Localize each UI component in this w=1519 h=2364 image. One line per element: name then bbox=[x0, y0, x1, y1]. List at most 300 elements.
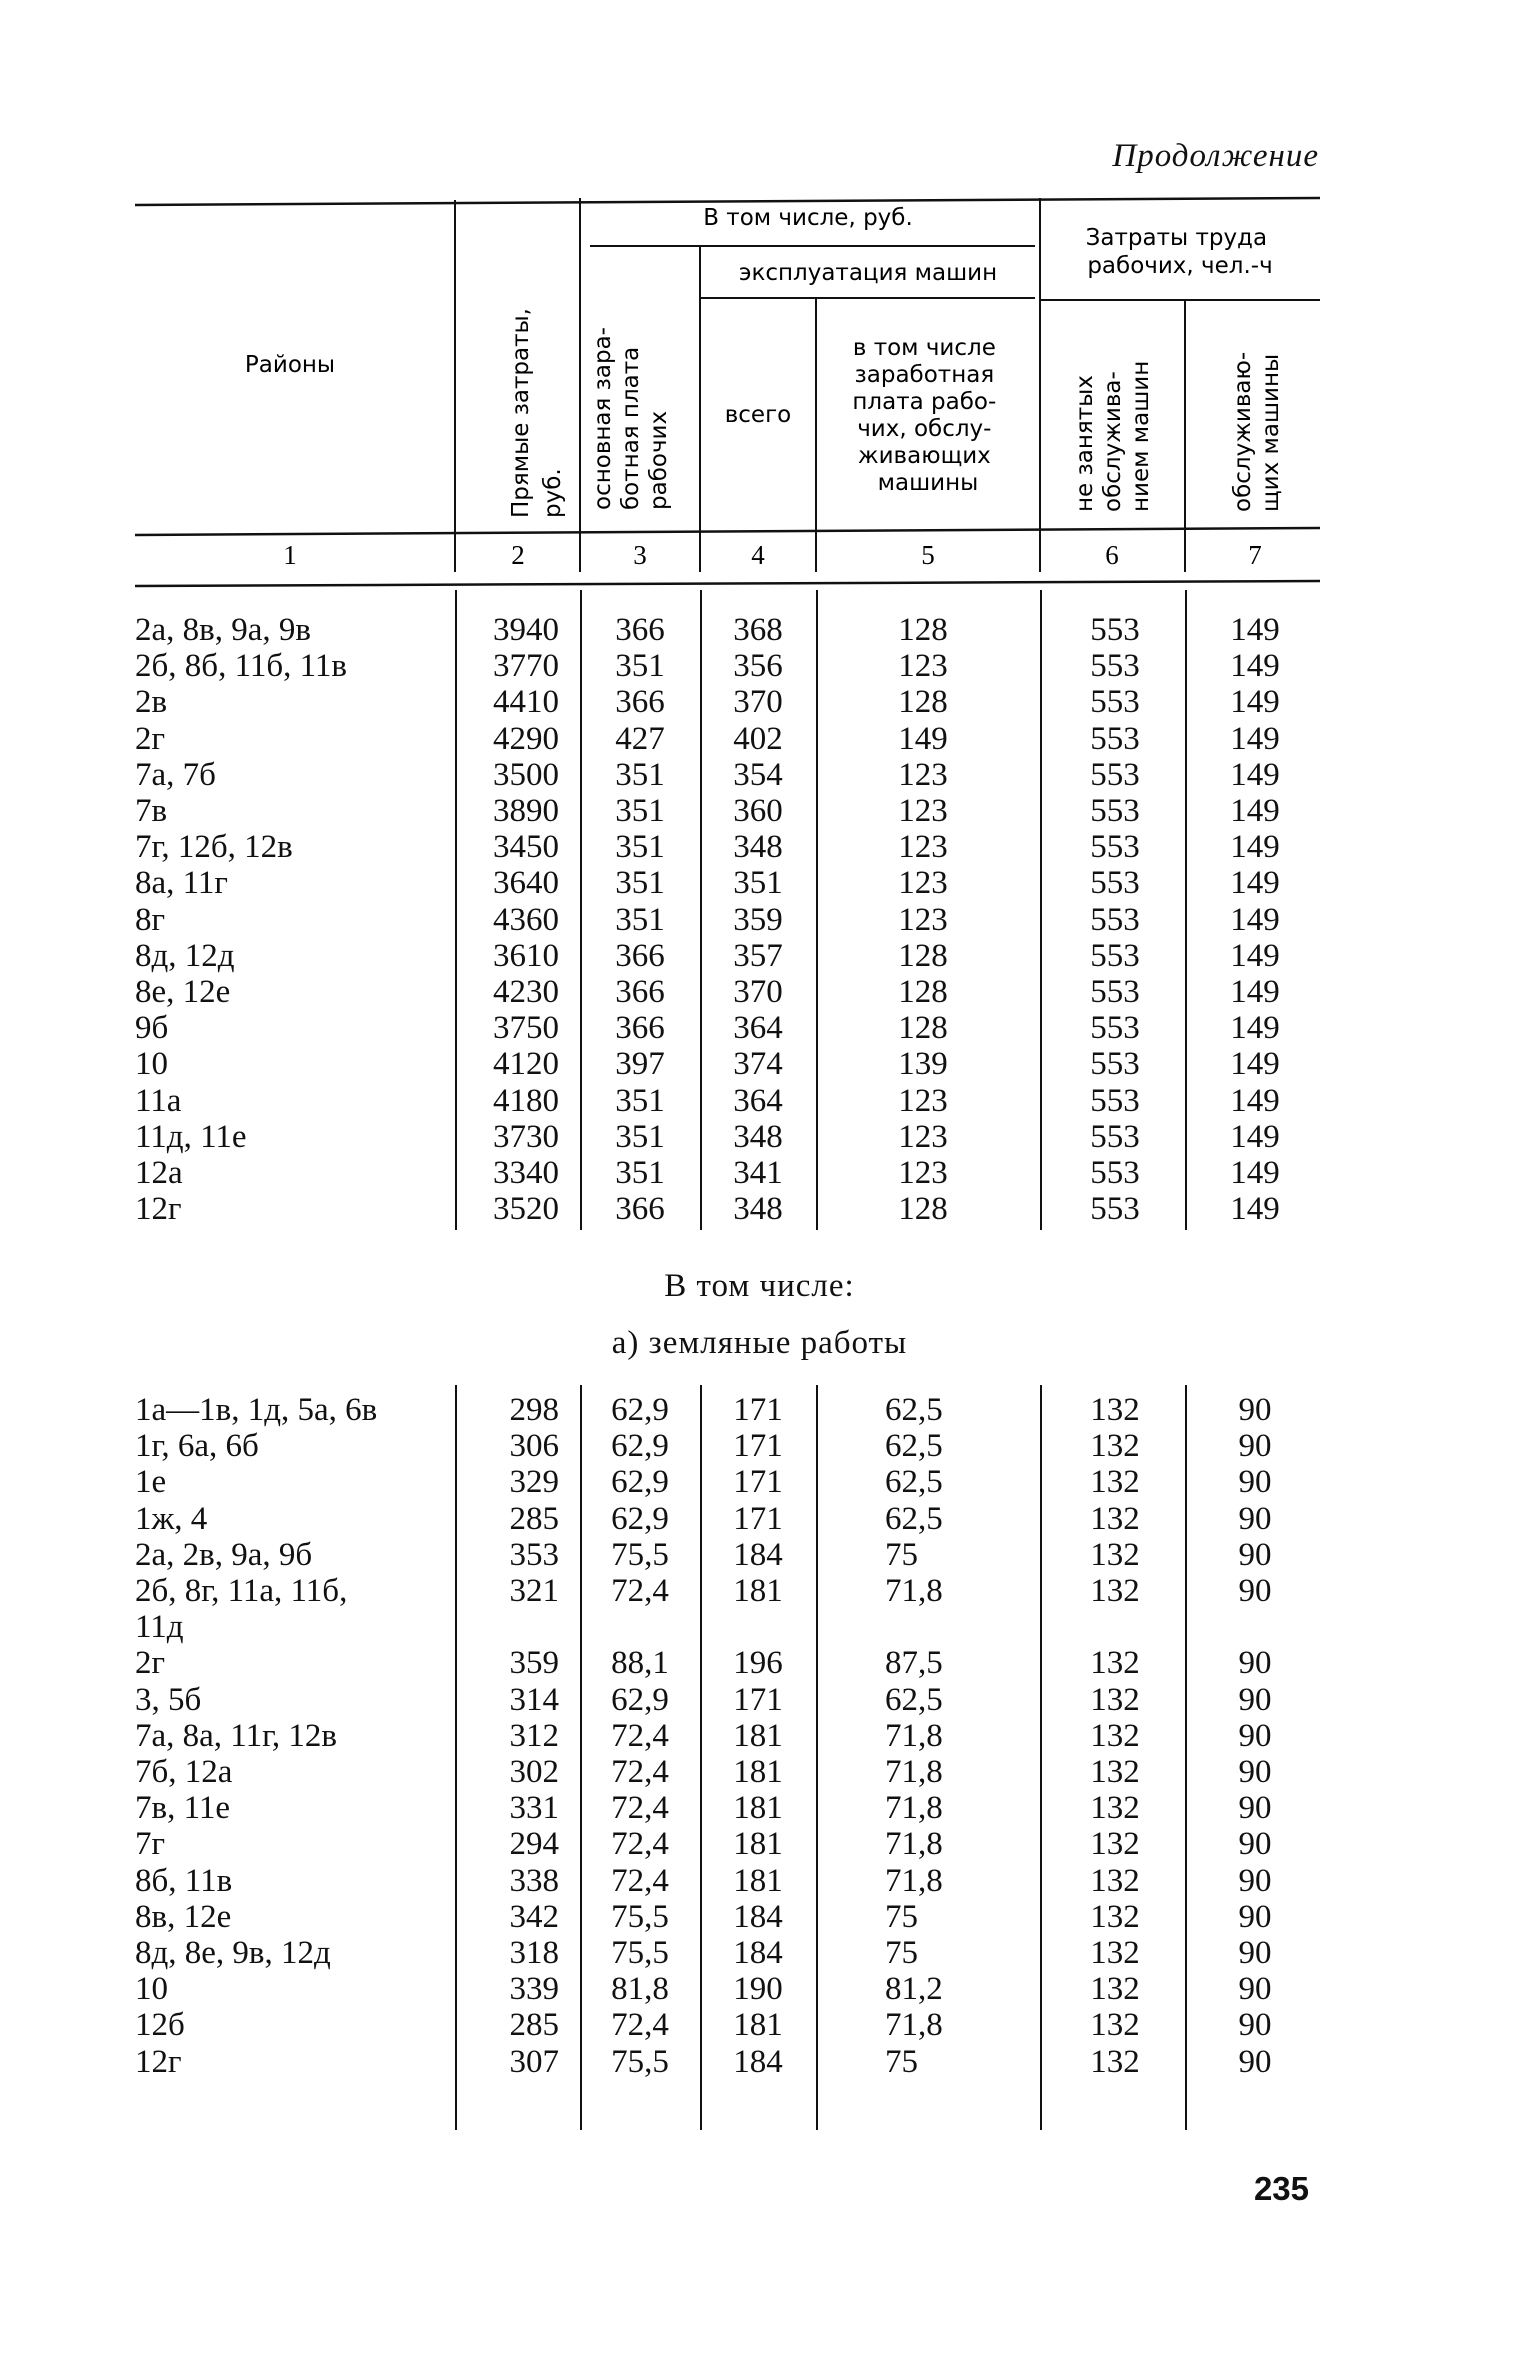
cell-labor-not-serving: 132 bbox=[1090, 1428, 1140, 1465]
cell-direct-costs: 314 bbox=[509, 1681, 559, 1718]
table-row bbox=[0, 1863, 1519, 1899]
cell-direct-costs: 339 bbox=[509, 1971, 559, 2008]
cell-direct-costs: 3770 bbox=[493, 648, 559, 685]
cell-labor-serving: 90 bbox=[1238, 1536, 1272, 1573]
cell-machines-total: 348 bbox=[733, 1191, 783, 1228]
cell-region: 8а, 11г bbox=[135, 865, 228, 902]
cell-machines-wage: 62,5 bbox=[885, 1500, 943, 1537]
cell-labor-serving: 90 bbox=[1238, 1500, 1272, 1537]
cell-labor-serving: 90 bbox=[1238, 2007, 1272, 2044]
cell-machines-wage: 75 bbox=[885, 1536, 918, 1573]
cell-region: 10 bbox=[135, 1046, 168, 1083]
header-top-rule bbox=[135, 198, 1320, 205]
table-row bbox=[0, 1083, 1519, 1119]
cell-labor-not-serving: 132 bbox=[1090, 1681, 1140, 1718]
table-row bbox=[0, 865, 1519, 901]
cell-direct-costs: 4230 bbox=[493, 974, 559, 1010]
cell-base-wage: 62,9 bbox=[611, 1500, 669, 1537]
cell-direct-costs: 359 bbox=[509, 1645, 559, 1682]
cell-machines-wage: 62,5 bbox=[885, 1681, 943, 1718]
cell-labor-serving: 90 bbox=[1238, 1790, 1272, 1827]
cell-region: 1ж, 4 bbox=[135, 1500, 208, 1537]
table-row bbox=[0, 1826, 1519, 1862]
cell-base-wage: 366 bbox=[615, 1010, 665, 1047]
col-number-2: 2 bbox=[511, 540, 525, 570]
cell-machines-total: 348 bbox=[733, 1118, 783, 1155]
cell-region: 10 bbox=[135, 1971, 168, 2008]
cell-machines-wage: 71,8 bbox=[885, 2007, 943, 2044]
cell-labor-serving: 149 bbox=[1230, 829, 1280, 866]
cell-machines-wage: 71,8 bbox=[885, 1717, 943, 1754]
cell-direct-costs: 342 bbox=[509, 1898, 559, 1935]
cell-machines-total: 351 bbox=[733, 865, 783, 902]
cell-region: 7в bbox=[135, 793, 168, 829]
cell-region: 2б, 8б, 11б, 11в bbox=[135, 648, 348, 685]
cell-labor-serving: 90 bbox=[1238, 1754, 1272, 1790]
cell-direct-costs: 4180 bbox=[493, 1082, 559, 1119]
table-row bbox=[0, 648, 1519, 684]
cell-labor-not-serving: 132 bbox=[1090, 1754, 1140, 1790]
cell-labor-not-serving: 132 bbox=[1090, 1898, 1140, 1935]
cell-base-wage: 62,9 bbox=[611, 1428, 669, 1465]
table-row bbox=[0, 2044, 1519, 2080]
cell-machines-wage: 87,5 bbox=[885, 1645, 943, 1682]
cell-machines-wage: 71,8 bbox=[885, 1573, 943, 1609]
cell-machines-total: 181 bbox=[733, 1826, 783, 1863]
table-row bbox=[0, 1428, 1519, 1464]
cell-labor-not-serving: 553 bbox=[1090, 793, 1140, 829]
cell-labor-not-serving: 132 bbox=[1090, 1971, 1140, 2008]
cell-labor-serving: 149 bbox=[1230, 720, 1280, 757]
cell-labor-not-serving: 553 bbox=[1090, 1118, 1140, 1155]
cell-direct-costs: 3730 bbox=[493, 1118, 559, 1155]
cell-machines-total: 184 bbox=[733, 1935, 783, 1971]
cell-base-wage: 351 bbox=[615, 648, 665, 685]
col-number-7: 7 bbox=[1248, 540, 1262, 570]
cell-labor-serving: 90 bbox=[1238, 1428, 1272, 1465]
cell-base-wage: 81,8 bbox=[611, 1971, 669, 2008]
cell-base-wage: 351 bbox=[615, 793, 665, 829]
cell-labor-not-serving: 553 bbox=[1090, 1046, 1140, 1083]
cell-machines-wage: 123 bbox=[898, 901, 948, 938]
cell-labor-serving: 149 bbox=[1230, 1010, 1280, 1047]
cell-region: 8д, 8е, 9в, 12д bbox=[135, 1935, 331, 1971]
cell-labor-serving: 149 bbox=[1230, 684, 1280, 721]
cell-labor-not-serving: 132 bbox=[1090, 2007, 1140, 2044]
cell-labor-not-serving: 553 bbox=[1090, 901, 1140, 938]
col-number-6: 6 bbox=[1105, 540, 1119, 570]
header-labor-costs: Затраты труда рабочих, чел.-ч bbox=[1085, 225, 1273, 279]
cell-region: 2в bbox=[135, 684, 168, 721]
cell-labor-serving: 149 bbox=[1230, 1118, 1280, 1155]
cell-base-wage: 397 bbox=[615, 1046, 665, 1083]
cell-labor-serving: 149 bbox=[1230, 901, 1280, 938]
cell-direct-costs: 4360 bbox=[493, 901, 559, 938]
cell-base-wage: 72,4 bbox=[611, 2007, 669, 2044]
cell-direct-costs: 3750 bbox=[493, 1010, 559, 1047]
cell-machines-wage: 128 bbox=[898, 1010, 948, 1047]
cell-region: 11д bbox=[135, 1609, 184, 1646]
cell-region: 8в, 12е bbox=[135, 1898, 232, 1935]
cell-region: 7в, 11е bbox=[135, 1790, 231, 1827]
cell-machines-wage: 62,5 bbox=[885, 1392, 943, 1428]
cell-labor-not-serving: 132 bbox=[1090, 1573, 1140, 1609]
table-row bbox=[0, 974, 1519, 1010]
table-row bbox=[0, 938, 1519, 974]
cell-machines-total: 357 bbox=[733, 937, 783, 974]
cell-machines-wage: 71,8 bbox=[885, 1826, 943, 1863]
cell-labor-not-serving: 132 bbox=[1090, 1500, 1140, 1537]
cell-machines-wage: 62,5 bbox=[885, 1428, 943, 1465]
cell-labor-serving: 90 bbox=[1238, 1645, 1272, 1682]
col-number-5: 5 bbox=[921, 540, 935, 570]
cell-labor-not-serving: 553 bbox=[1090, 1082, 1140, 1119]
cell-region: 8г bbox=[135, 901, 166, 938]
cell-labor-serving: 149 bbox=[1230, 612, 1280, 648]
col-number-4: 4 bbox=[751, 540, 765, 570]
col-number-1: 1 bbox=[283, 540, 297, 570]
cell-direct-costs: 353 bbox=[509, 1536, 559, 1573]
cell-labor-serving: 90 bbox=[1238, 2043, 1272, 2080]
cell-labor-serving: 149 bbox=[1230, 1082, 1280, 1119]
cell-direct-costs: 331 bbox=[509, 1790, 559, 1827]
cell-direct-costs: 3520 bbox=[493, 1191, 559, 1228]
cell-machines-wage: 75 bbox=[885, 2043, 918, 2080]
cell-direct-costs: 318 bbox=[509, 1935, 559, 1971]
cell-machines-total: 368 bbox=[733, 612, 783, 648]
cell-direct-costs: 312 bbox=[509, 1717, 559, 1754]
table-row bbox=[0, 1609, 1519, 1645]
cell-direct-costs: 3340 bbox=[493, 1155, 559, 1191]
cell-direct-costs: 3940 bbox=[493, 612, 559, 648]
cell-direct-costs: 4120 bbox=[493, 1046, 559, 1083]
cell-machines-total: 181 bbox=[733, 1790, 783, 1827]
cell-base-wage: 366 bbox=[615, 684, 665, 721]
cell-region: 11д, 11е bbox=[135, 1118, 247, 1155]
cell-labor-not-serving: 132 bbox=[1090, 1392, 1140, 1428]
cell-direct-costs: 298 bbox=[509, 1392, 559, 1428]
cell-machines-wage: 123 bbox=[898, 756, 948, 793]
cell-region: 11а bbox=[135, 1082, 182, 1119]
cell-labor-serving: 149 bbox=[1230, 865, 1280, 902]
header-base-wage: основная зара- ботная плата рабочих bbox=[590, 327, 672, 510]
cell-machines-total: 190 bbox=[733, 1971, 783, 2008]
cell-machines-total: 364 bbox=[733, 1010, 783, 1047]
cell-region: 2г bbox=[135, 1645, 166, 1682]
header-regions: Районы bbox=[244, 352, 336, 378]
cell-region: 7г, 12б, 12в bbox=[135, 829, 293, 866]
cell-labor-not-serving: 553 bbox=[1090, 1191, 1140, 1228]
table-row bbox=[0, 1573, 1519, 1609]
cell-machines-wage: 75 bbox=[885, 1898, 918, 1935]
cell-base-wage: 366 bbox=[615, 1191, 665, 1228]
table-row bbox=[0, 1645, 1519, 1681]
cell-base-wage: 427 bbox=[615, 720, 665, 757]
cell-direct-costs: 4290 bbox=[493, 720, 559, 757]
cell-labor-serving: 90 bbox=[1238, 1826, 1272, 1863]
header-bottom-rule bbox=[135, 528, 1320, 535]
cell-machines-total: 181 bbox=[733, 1717, 783, 1754]
cell-base-wage: 72,4 bbox=[611, 1862, 669, 1899]
cell-machines-total: 171 bbox=[733, 1500, 783, 1537]
cell-direct-costs: 294 bbox=[509, 1826, 559, 1863]
cell-base-wage: 351 bbox=[615, 829, 665, 866]
cell-base-wage: 88,1 bbox=[611, 1645, 669, 1682]
cell-labor-not-serving: 553 bbox=[1090, 974, 1140, 1010]
cell-labor-not-serving: 553 bbox=[1090, 648, 1140, 685]
cell-direct-costs: 3890 bbox=[493, 793, 559, 829]
cell-direct-costs: 285 bbox=[509, 1500, 559, 1537]
cell-machines-total: 171 bbox=[733, 1428, 783, 1465]
numbers-bottom-rule bbox=[135, 581, 1320, 586]
cell-base-wage: 62,9 bbox=[611, 1681, 669, 1718]
cell-region: 12а bbox=[135, 1155, 183, 1191]
cell-region: 7б, 12а bbox=[135, 1754, 233, 1790]
cell-labor-not-serving: 553 bbox=[1090, 937, 1140, 974]
table-row bbox=[0, 1464, 1519, 1500]
cell-region: 7а, 7б bbox=[135, 756, 216, 793]
cell-machines-total: 354 bbox=[733, 756, 783, 793]
cell-machines-total: 364 bbox=[733, 1082, 783, 1119]
table-row bbox=[0, 1046, 1519, 1082]
cell-base-wage: 366 bbox=[615, 974, 665, 1010]
table-row bbox=[0, 829, 1519, 865]
cell-region: 12б bbox=[135, 2007, 185, 2044]
table-row bbox=[0, 1682, 1519, 1718]
cell-labor-serving: 90 bbox=[1238, 1898, 1272, 1935]
cell-labor-not-serving: 553 bbox=[1090, 1155, 1140, 1191]
cell-machines-total: 360 bbox=[733, 793, 783, 829]
earthworks-label: а) земляные работы bbox=[611, 1325, 908, 1361]
cell-machines-wage: 81,2 bbox=[885, 1971, 943, 2008]
cell-machines-wage: 123 bbox=[898, 865, 948, 902]
cell-base-wage: 351 bbox=[615, 865, 665, 902]
cell-machines-wage: 71,8 bbox=[885, 1862, 943, 1899]
cell-region: 1а—1в, 1д, 5а, 6в bbox=[135, 1392, 378, 1428]
cell-labor-serving: 90 bbox=[1238, 1392, 1272, 1428]
cell-base-wage: 351 bbox=[615, 1155, 665, 1191]
cell-base-wage: 72,4 bbox=[611, 1754, 669, 1790]
cell-labor-serving: 149 bbox=[1230, 793, 1280, 829]
cell-machines-wage: 123 bbox=[898, 829, 948, 866]
cell-direct-costs: 3450 bbox=[493, 829, 559, 866]
cell-labor-serving: 149 bbox=[1230, 937, 1280, 974]
cell-labor-not-serving: 553 bbox=[1090, 684, 1140, 721]
cell-base-wage: 351 bbox=[615, 756, 665, 793]
cell-machines-total: 171 bbox=[733, 1681, 783, 1718]
cell-machines-total: 348 bbox=[733, 829, 783, 866]
cell-region: 2г bbox=[135, 720, 166, 757]
cell-region: 8е, 12е bbox=[135, 974, 231, 1010]
cell-labor-not-serving: 132 bbox=[1090, 1645, 1140, 1682]
cell-machines-wage: 62,5 bbox=[885, 1464, 943, 1501]
cell-labor-not-serving: 132 bbox=[1090, 1826, 1140, 1863]
cell-machines-total: 181 bbox=[733, 2007, 783, 2044]
cell-direct-costs: 338 bbox=[509, 1862, 559, 1899]
cell-machines-total: 184 bbox=[733, 1536, 783, 1573]
cell-base-wage: 75,5 bbox=[611, 1898, 669, 1935]
cell-direct-costs: 3610 bbox=[493, 937, 559, 974]
header-direct-costs: Прямые затраты, руб. bbox=[508, 308, 566, 518]
table-row bbox=[0, 1537, 1519, 1573]
table-row bbox=[0, 2007, 1519, 2043]
table-header bbox=[0, 0, 1519, 600]
cell-machines-wage: 139 bbox=[898, 1046, 948, 1083]
cell-machines-wage: 128 bbox=[898, 1191, 948, 1228]
cell-base-wage: 75,5 bbox=[611, 1536, 669, 1573]
table-row bbox=[0, 1155, 1519, 1191]
cell-machines-wage: 123 bbox=[898, 793, 948, 829]
cell-labor-serving: 149 bbox=[1230, 1046, 1280, 1083]
cell-machines-wage: 123 bbox=[898, 648, 948, 685]
cell-labor-not-serving: 132 bbox=[1090, 1464, 1140, 1501]
cell-labor-serving: 149 bbox=[1230, 1155, 1280, 1191]
cell-labor-serving: 149 bbox=[1230, 756, 1280, 793]
cell-labor-not-serving: 132 bbox=[1090, 1862, 1140, 1899]
cell-region: 8б, 11в bbox=[135, 1862, 233, 1899]
table-row bbox=[0, 1501, 1519, 1537]
cell-region: 7г bbox=[135, 1826, 166, 1863]
table-row bbox=[0, 721, 1519, 757]
table-row bbox=[0, 1718, 1519, 1754]
cell-machines-total: 356 bbox=[733, 648, 783, 685]
cell-machines-wage: 71,8 bbox=[885, 1790, 943, 1827]
cell-machines-total: 181 bbox=[733, 1862, 783, 1899]
header-total: всего bbox=[724, 402, 792, 428]
cell-labor-not-serving: 553 bbox=[1090, 1010, 1140, 1047]
cell-machines-total: 359 bbox=[733, 901, 783, 938]
cell-region: 12г bbox=[135, 2043, 182, 2080]
header-including: В том числе, руб. bbox=[703, 205, 913, 231]
cell-region: 9б bbox=[135, 1010, 169, 1047]
cell-direct-costs: 4410 bbox=[493, 684, 559, 721]
cell-base-wage: 366 bbox=[615, 612, 665, 648]
cell-region: 2б, 8г, 11а, 11б, bbox=[135, 1573, 348, 1609]
table-row bbox=[0, 1935, 1519, 1971]
cell-machines-total: 171 bbox=[733, 1464, 783, 1501]
cell-labor-serving: 90 bbox=[1238, 1464, 1272, 1501]
cell-base-wage: 72,4 bbox=[611, 1790, 669, 1827]
table-row bbox=[0, 684, 1519, 720]
cell-region: 2а, 2в, 9а, 9б bbox=[135, 1536, 313, 1573]
cell-base-wage: 62,9 bbox=[611, 1464, 669, 1501]
cell-machines-total: 341 bbox=[733, 1155, 783, 1191]
cell-base-wage: 351 bbox=[615, 901, 665, 938]
cell-labor-not-serving: 553 bbox=[1090, 829, 1140, 866]
cell-machines-total: 171 bbox=[733, 1392, 783, 1428]
cell-base-wage: 72,4 bbox=[611, 1826, 669, 1863]
table-row bbox=[0, 1119, 1519, 1155]
including-label: В том числе: bbox=[664, 1268, 855, 1304]
header-serving: обслуживаю- щих машины bbox=[1230, 351, 1284, 512]
cell-machines-total: 181 bbox=[733, 1573, 783, 1609]
cell-region: 1е bbox=[135, 1464, 167, 1501]
table-row bbox=[0, 1392, 1519, 1428]
cell-machines-total: 184 bbox=[733, 2043, 783, 2080]
cell-labor-serving: 90 bbox=[1238, 1681, 1272, 1718]
cell-machines-wage: 128 bbox=[898, 612, 948, 648]
cell-labor-not-serving: 553 bbox=[1090, 612, 1140, 648]
cell-labor-not-serving: 132 bbox=[1090, 1717, 1140, 1754]
cell-machines-total: 184 bbox=[733, 1898, 783, 1935]
cell-machines-wage: 71,8 bbox=[885, 1754, 943, 1790]
cell-base-wage: 351 bbox=[615, 1082, 665, 1119]
cell-labor-not-serving: 553 bbox=[1090, 756, 1140, 793]
cell-machines-total: 196 bbox=[733, 1645, 783, 1682]
cell-direct-costs: 329 bbox=[509, 1464, 559, 1501]
cell-region: 7а, 8а, 11г, 12в bbox=[135, 1717, 337, 1754]
cell-machines-total: 181 bbox=[733, 1754, 783, 1790]
cell-machines-wage: 123 bbox=[898, 1118, 948, 1155]
cell-base-wage: 351 bbox=[615, 1118, 665, 1155]
cell-labor-serving: 90 bbox=[1238, 1935, 1272, 1971]
cell-region: 2а, 8в, 9а, 9в bbox=[135, 612, 311, 648]
cell-direct-costs: 306 bbox=[509, 1428, 559, 1465]
cell-labor-not-serving: 553 bbox=[1090, 865, 1140, 902]
cell-base-wage: 72,4 bbox=[611, 1717, 669, 1754]
table-row bbox=[0, 757, 1519, 793]
cell-labor-serving: 149 bbox=[1230, 1191, 1280, 1228]
cell-labor-not-serving: 132 bbox=[1090, 1536, 1140, 1573]
cell-labor-not-serving: 132 bbox=[1090, 2043, 1140, 2080]
col-number-3: 3 bbox=[633, 540, 647, 570]
table-row bbox=[0, 1790, 1519, 1826]
table-row bbox=[0, 1754, 1519, 1790]
cell-labor-serving: 90 bbox=[1238, 1573, 1272, 1609]
cell-labor-serving: 90 bbox=[1238, 1862, 1272, 1899]
cell-labor-not-serving: 132 bbox=[1090, 1935, 1140, 1971]
table-row bbox=[0, 612, 1519, 648]
cell-direct-costs: 302 bbox=[509, 1754, 559, 1790]
cell-region: 12г bbox=[135, 1191, 182, 1228]
header-not-serving: не занятых обслужива- нием машин bbox=[1072, 360, 1154, 512]
cell-machines-total: 370 bbox=[733, 684, 783, 721]
table-row bbox=[0, 1010, 1519, 1046]
cell-region: 8д, 12д bbox=[135, 937, 235, 974]
cell-machines-wage: 123 bbox=[898, 1155, 948, 1191]
cell-direct-costs: 3500 bbox=[493, 756, 559, 793]
cell-region: 1г, 6а, 6б bbox=[135, 1428, 259, 1465]
cell-machines-wage: 128 bbox=[898, 937, 948, 974]
continuation-label: Продолжение bbox=[1112, 138, 1319, 174]
cell-labor-serving: 149 bbox=[1230, 974, 1280, 1010]
table-row bbox=[0, 902, 1519, 938]
cell-machines-total: 370 bbox=[733, 974, 783, 1010]
cell-labor-not-serving: 132 bbox=[1090, 1790, 1140, 1827]
cell-machines-total: 374 bbox=[733, 1046, 783, 1083]
table-row bbox=[0, 1191, 1519, 1227]
cell-direct-costs: 307 bbox=[509, 2043, 559, 2080]
table-row bbox=[0, 1899, 1519, 1935]
cell-base-wage: 72,4 bbox=[611, 1573, 669, 1609]
cell-machines-wage: 128 bbox=[898, 684, 948, 721]
cell-machines-total: 402 bbox=[733, 720, 783, 757]
page-number: 235 bbox=[1253, 2170, 1309, 2207]
cell-machines-wage: 149 bbox=[898, 720, 948, 757]
header-machine-operation: эксплуатация машин bbox=[738, 260, 998, 286]
table-row bbox=[0, 793, 1519, 829]
cell-direct-costs: 321 bbox=[509, 1573, 559, 1609]
cell-labor-serving: 90 bbox=[1238, 1717, 1272, 1754]
cell-labor-not-serving: 553 bbox=[1090, 720, 1140, 757]
cell-machines-wage: 123 bbox=[898, 1082, 948, 1119]
cell-direct-costs: 285 bbox=[509, 2007, 559, 2044]
cell-direct-costs: 3640 bbox=[493, 865, 559, 902]
cell-base-wage: 366 bbox=[615, 937, 665, 974]
cell-region: 3, 5б bbox=[135, 1681, 202, 1718]
cell-base-wage: 62,9 bbox=[611, 1392, 669, 1428]
cell-machines-wage: 75 bbox=[885, 1935, 918, 1971]
